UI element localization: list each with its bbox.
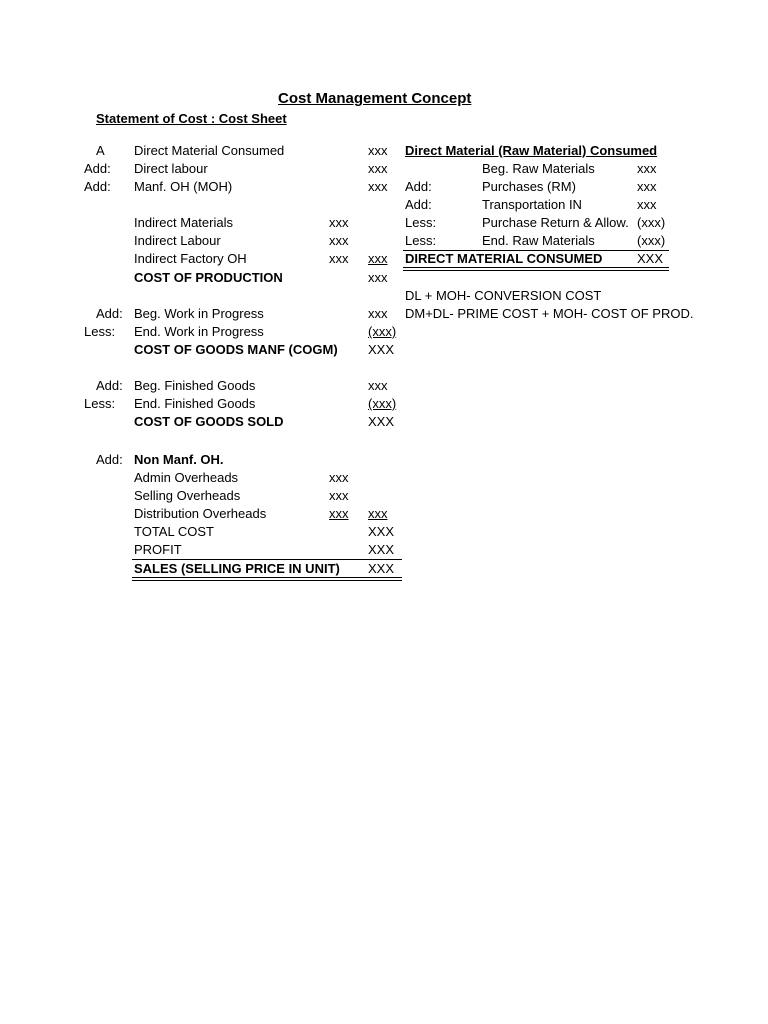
rm-row-desc: Purchase Return & Allow. xyxy=(482,215,629,230)
divider xyxy=(403,267,669,268)
row-desc-total: COST OF PRODUCTION xyxy=(134,270,283,285)
rm-row-desc: Transportation IN xyxy=(482,197,582,212)
divider xyxy=(403,270,669,271)
row-desc: Beg. Finished Goods xyxy=(134,378,256,393)
row-value: XXX xyxy=(368,524,395,539)
row-desc: TOTAL COST xyxy=(134,524,214,539)
row-label: Add: xyxy=(96,378,123,393)
rm-row-desc: Purchases (RM) xyxy=(482,179,576,194)
row-label: Add: xyxy=(84,179,111,194)
row-value: (xxx) xyxy=(368,396,397,411)
row-desc: Indirect Labour xyxy=(134,233,221,248)
row-desc: Distribution Overheads xyxy=(134,506,267,521)
rm-row-label: Add: xyxy=(405,197,432,212)
row-desc: Indirect Factory OH xyxy=(134,251,247,266)
subtitle: Statement of Cost : Cost Sheet xyxy=(96,111,287,126)
rm-row-label: Less: xyxy=(405,215,437,230)
rm-row-value: xxx xyxy=(637,161,657,176)
section-heading: Direct Material (Raw Material) Consumed xyxy=(405,143,658,158)
rm-row-label: Add: xyxy=(405,179,432,194)
row-label: A xyxy=(96,143,105,158)
row-desc: Manf. OH (MOH) xyxy=(134,179,233,194)
row-value: xxx xyxy=(368,506,388,521)
row-desc: Direct labour xyxy=(134,161,208,176)
row-desc-total: COST OF GOODS MANF (COGM) xyxy=(134,342,338,357)
row-value: XXX xyxy=(368,342,395,357)
row-label: Less: xyxy=(84,324,116,339)
row-desc-total: SALES (SELLING PRICE IN UNIT) xyxy=(134,561,340,576)
row-subvalue: xxx xyxy=(329,470,349,485)
divider xyxy=(132,577,402,578)
row-desc: Selling Overheads xyxy=(134,488,241,503)
row-label: Less: xyxy=(84,396,116,411)
rm-row-value: (xxx) xyxy=(637,215,666,230)
row-value: xxx xyxy=(368,161,388,176)
row-label: Add: xyxy=(84,161,111,176)
row-desc: PROFIT xyxy=(134,542,182,557)
row-value: xxx xyxy=(368,179,388,194)
row-desc: End. Finished Goods xyxy=(134,396,256,411)
row-desc-heading: Non Manf. OH. xyxy=(134,452,224,467)
row-desc: Admin Overheads xyxy=(134,470,239,485)
row-subvalue: xxx xyxy=(329,233,349,248)
row-value: xxx xyxy=(368,306,388,321)
rm-row-desc: Beg. Raw Materials xyxy=(482,161,595,176)
row-label: Add: xyxy=(96,452,123,467)
row-subvalue: xxx xyxy=(329,488,349,503)
row-value: XXX xyxy=(368,561,395,576)
row-value: xxx xyxy=(368,270,388,285)
row-desc-total: COST OF GOODS SOLD xyxy=(134,414,284,429)
row-subvalue: xxx xyxy=(329,215,349,230)
rm-total-value: XXX xyxy=(637,251,664,266)
row-subvalue: xxx xyxy=(329,506,349,521)
row-value: xxx xyxy=(368,251,388,266)
row-value: XXX xyxy=(368,414,395,429)
page-title: Cost Management Concept xyxy=(278,90,472,107)
row-value: XXX xyxy=(368,542,395,557)
note: DL + MOH- CONVERSION COST xyxy=(405,288,602,303)
note: DM+DL- PRIME COST + MOH- COST OF PROD. xyxy=(405,306,694,321)
rm-row-value: xxx xyxy=(637,179,657,194)
rm-total-label: DIRECT MATERIAL CONSUMED xyxy=(405,251,603,266)
row-label: Add: xyxy=(96,306,123,321)
row-desc: Beg. Work in Progress xyxy=(134,306,264,321)
row-value: (xxx) xyxy=(368,324,397,339)
rm-row-desc: End. Raw Materials xyxy=(482,233,595,248)
row-desc: End. Work in Progress xyxy=(134,324,264,339)
row-desc: Indirect Materials xyxy=(134,215,233,230)
row-desc: Direct Material Consumed xyxy=(134,143,285,158)
rm-row-label: Less: xyxy=(405,233,437,248)
rm-row-value: xxx xyxy=(637,197,657,212)
row-subvalue: xxx xyxy=(329,251,349,266)
rm-row-value: (xxx) xyxy=(637,233,666,248)
row-value: xxx xyxy=(368,143,388,158)
divider xyxy=(132,580,402,581)
row-value: xxx xyxy=(368,378,388,393)
